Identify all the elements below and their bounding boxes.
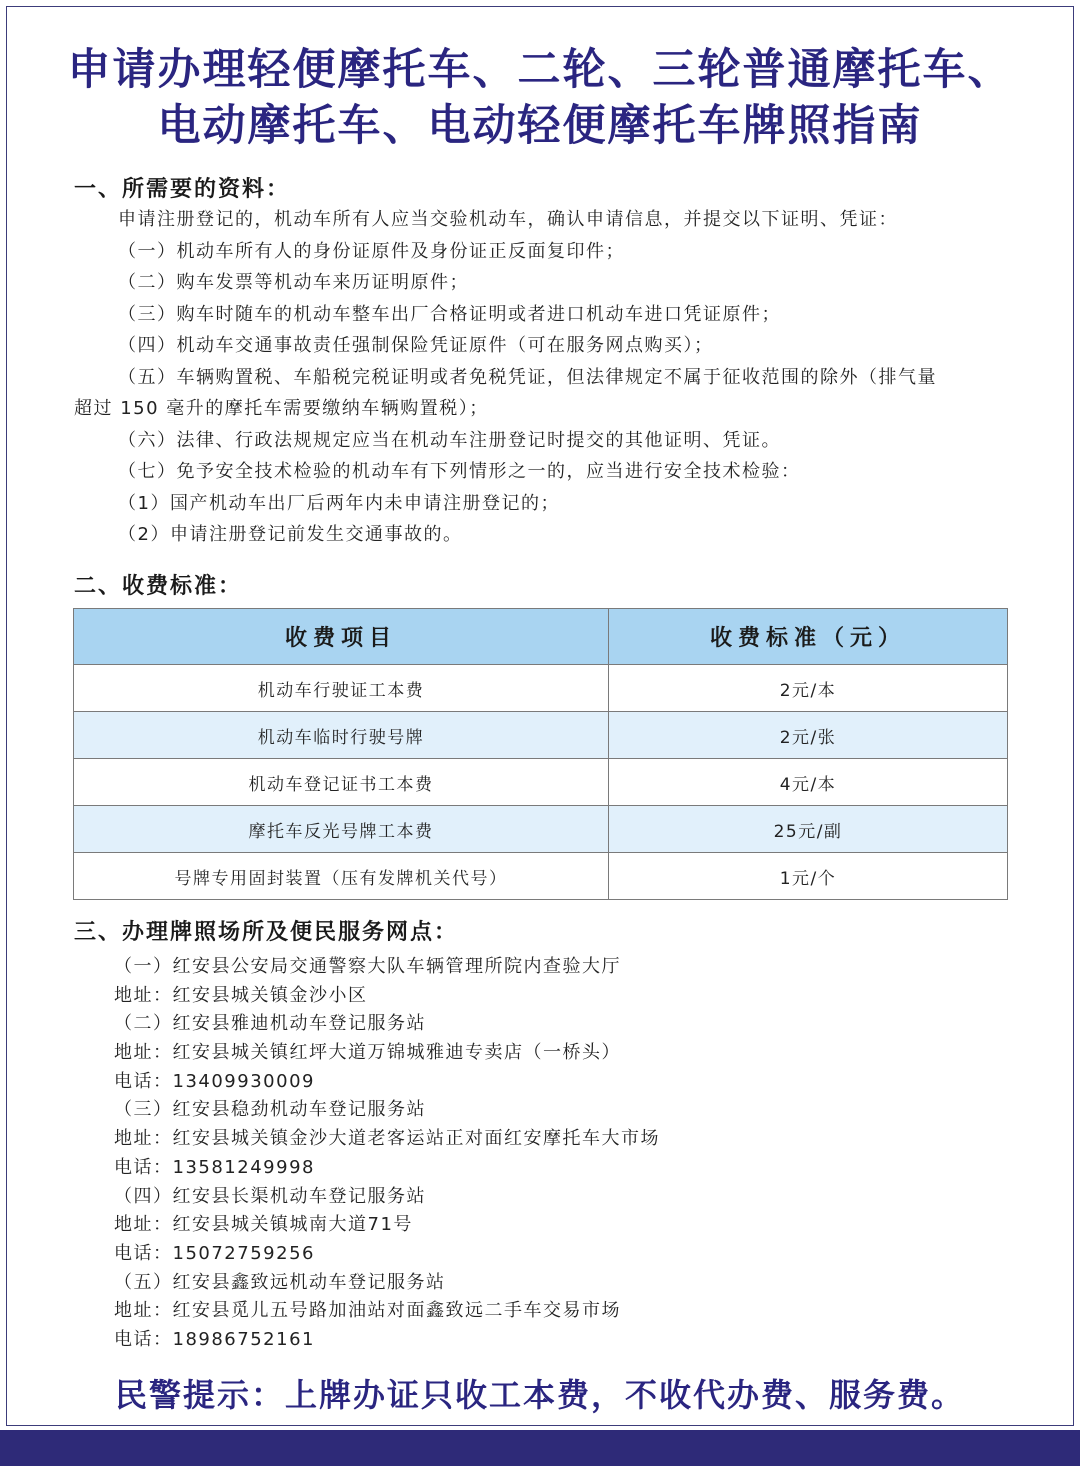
table-row [74, 759, 1008, 806]
fee-item: 机动车临时行驶号牌 [74, 712, 609, 759]
fee-value: 25元/副 [609, 806, 1008, 853]
list-item: （二）购车发票等机动车来历证明原件； [118, 272, 469, 293]
materials-list [74, 204, 1024, 551]
list-item: （一）机动车所有人的身份证原件及身份证正反面复印件； [118, 240, 625, 262]
location-line: （一）红安县公安局交通警察大队车辆管理所院内查验大厅 [114, 956, 621, 977]
location-line: 电话：18986752161 [114, 1328, 315, 1350]
fee-item: 机动车行驶证工本费 [74, 665, 609, 712]
table-row [74, 806, 1008, 853]
list-item-continuation: 超过 150 毫升的摩托车需要缴纳车辆购置税）； [74, 398, 489, 419]
table-row [74, 665, 1008, 712]
police-notice: 民警提示：上牌办证只收工本费，不收代办费、服务费。 [114, 1376, 965, 1414]
list-item: （五）车辆购置税、车船税完税证明或者免税凭证，但法律规定不属于征收范围的除外（排气量 [118, 366, 937, 388]
location-line: 地址：红安县城关镇城南大道71号 [114, 1214, 413, 1236]
location-line: 地址：红安县城关镇红坪大道万锦城雅迪专卖店（一桥头） [114, 1042, 621, 1064]
list-item: （六）法律、行政法规规定应当在机动车注册登记时提交的其他证明、凭证。 [118, 429, 781, 451]
fee-value: 4元/本 [609, 759, 1008, 806]
title-line-1: 申请办理轻便摩托车、二轮、三轮普通摩托车、 [67, 45, 1013, 95]
table-row [74, 712, 1008, 759]
location-line: 地址：红安县城关镇金沙小区 [114, 984, 368, 1006]
bottom-bar [0, 1430, 1080, 1466]
fee-table [73, 608, 1008, 900]
section-heading-materials: 一、所需要的资料： [74, 177, 291, 202]
materials-intro: 申请注册登记的，机动车所有人应当交验机动车，确认申请信息，并提交以下证明、凭证： [118, 209, 898, 230]
location-line: 地址：红安县城关镇金沙大道老客运站正对面红安摩托车大市场 [114, 1128, 660, 1150]
page-title [0, 42, 1080, 154]
fee-value: 2元/张 [609, 712, 1008, 759]
table-header-row [74, 609, 1008, 665]
list-item: （七）免予安全技术检验的机动车有下列情形之一的，应当进行安全技术检验： [118, 461, 801, 482]
section-heading-fees: 二、收费标准： [74, 574, 243, 599]
location-line: （四）红安县长渠机动车登记服务站 [114, 1185, 426, 1207]
table-row [74, 853, 1008, 900]
location-line: 电话：15072759256 [114, 1242, 315, 1264]
fee-item: 机动车登记证书工本费 [74, 759, 609, 806]
list-item: （四）机动车交通事故责任强制保险凭证原件（可在服务网点购买）； [118, 335, 714, 356]
location-line: 电话：13409930009 [114, 1070, 315, 1092]
location-line: （二）红安县雅迪机动车登记服务站 [114, 1013, 426, 1035]
list-item: （2）申请注册登记前发生交通事故的。 [118, 524, 463, 545]
title-line-2: 电动摩托车、电动轻便摩托车牌照指南 [157, 101, 923, 151]
column-header-item: 收费项目 [74, 609, 609, 665]
section-heading-locations: 三、办理牌照场所及便民服务网点： [74, 920, 459, 945]
fee-value: 2元/本 [609, 665, 1008, 712]
location-line: 电话：13581249998 [114, 1156, 315, 1178]
location-line: （三）红安县稳劲机动车登记服务站 [114, 1099, 426, 1121]
fee-value: 1元/个 [609, 853, 1008, 900]
location-list [114, 953, 1014, 1355]
location-line: 地址：红安县觅儿五号路加油站对面鑫致远二手车交易市场 [114, 1300, 621, 1322]
list-item: （三）购车时随车的机动车整车出厂合格证明或者进口机动车进口凭证原件； [118, 303, 781, 325]
column-header-fee: 收费标准（元） [609, 609, 1008, 665]
location-line: （五）红安县鑫致远机动车登记服务站 [114, 1271, 446, 1293]
list-item: （1）国产机动车出厂后两年内未申请注册登记的； [118, 492, 560, 514]
fee-item: 号牌专用固封装置（压有发牌机关代号） [74, 853, 609, 900]
fee-item: 摩托车反光号牌工本费 [74, 806, 609, 853]
